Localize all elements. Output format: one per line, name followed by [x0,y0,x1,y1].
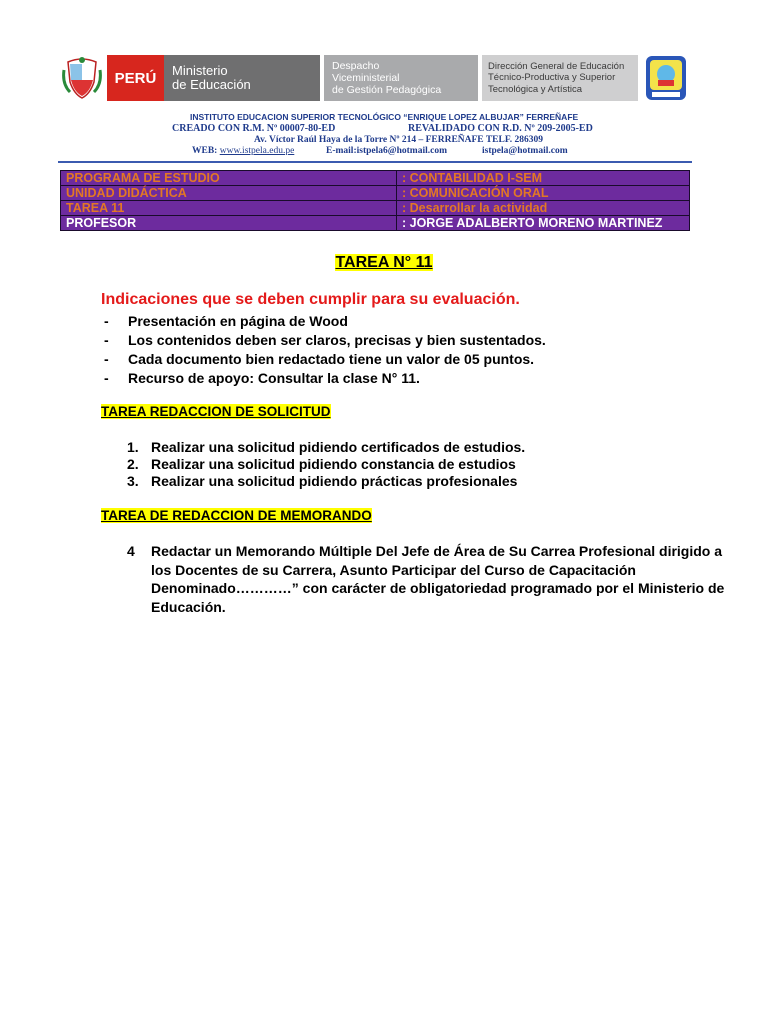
item-text: Redactar un Memorando Múltiple Del Jefe de Área de Su Carrea Profesional dirigido a los Docentes de su Carrera, Asunto Participar del Curso de Capacitación Denominado…………” con carácter de obligatoriedad programado por el Ministerio de Educación. [151,543,725,615]
list-item [127,456,516,472]
item-number: 1. [127,439,139,455]
despacho-line2: Viceministerial [332,72,400,84]
web-link[interactable]: www.istpela.edu.pe [219,146,295,156]
institute-logo [644,54,688,102]
bullet-text: Recurso de apoyo: Consultar la clase N° 11. [128,370,420,386]
peru-label: PERÚ [107,55,164,101]
item-number: 2. [127,456,139,472]
ministerio-line2: de Educación [172,77,251,92]
institute-address: Av. Víctor Raúl Haya de la Torre Nº 214 – FERREÑAFE TELF. 286309 [254,135,544,145]
despacho-line3: de Gestión Pedagógica [332,84,442,96]
direccion-line3: Tecnológica y Artística [488,83,582,95]
direccion-block [482,55,638,101]
course-info-table [60,170,690,231]
bullet-text: Los contenidos deben ser claros, precisas y bien sustentados. [128,332,546,348]
unidad-value: : COMUNICACIÓN ORAL [397,186,690,201]
programa-label: PROGRAMA DE ESTUDIO [61,171,397,186]
bullet-marker: - [104,351,109,367]
bullet-text: Cada documento bien redactado tiene un valor de 05 puntos. [128,351,535,367]
item-number: 3. [127,473,139,489]
solicitud-section-heading: TAREA REDACCION DE SOLICITUD [101,404,331,419]
header-divider [58,161,692,163]
indications-heading: Indicaciones que se deben cumplir para su evaluación. [101,291,520,308]
tarea-label: TAREA 11 [61,201,397,216]
item-text: Realizar una solicitud pidiendo constancia de estudios [151,456,516,472]
bullet-item [104,351,534,367]
memorando-section-heading: TAREA DE REDACCION DE MEMORANDO [101,508,372,523]
bullet-marker: - [104,313,109,329]
tarea-value: : Desarrollar la actividad [397,201,690,216]
direccion-line1: Dirección General de Educación [488,60,625,72]
item-text: Realizar una solicitud pidiendo prácticas profesionales [151,473,518,489]
info-row-unidad [61,186,690,201]
direccion-line2: Técnico-Productiva y Superior [488,72,616,84]
web-label: WEB: [192,146,220,156]
item-number: 4 [127,543,135,559]
bullet-marker: - [104,370,109,386]
memorando-item [127,542,727,616]
bullet-item [104,313,348,329]
item-text: Realizar una solicitud pidiendo certificados de estudios. [151,439,526,455]
ministerio-block [164,55,320,101]
despacho-line1: Despacho [332,60,380,72]
ministerio-line1: Ministerio [172,63,228,78]
bullet-marker: - [104,332,109,348]
list-item [127,439,525,455]
institute-name: INSTITUTO EDUCACION SUPERIOR TECNOLÓGICO “ENRIQUE LOPEZ ALBUJAR” FERREÑAFE [190,112,579,122]
info-row-programa [61,171,690,186]
bullet-item [104,332,546,348]
programa-value: : CONTABILIDAD I-SEM [397,171,690,186]
email-primary: E-mail:istpela6@hotmail.com [326,146,447,156]
info-row-profesor [61,216,690,231]
email-secondary: istpela@hotmail.com [482,146,568,156]
created-resolution: CREADO CON R.M. Nº 00007-80-ED [172,123,336,134]
list-item [127,473,517,489]
page-title [0,254,768,272]
web-line [192,146,294,156]
page-title-text: TAREA N° 11 [335,254,433,271]
revalidated-resolution: REVALIDADO CON R.D. Nº 209-2005-ED [408,123,593,134]
unidad-label: UNIDAD DIDÁCTICA [61,186,397,201]
bullet-item [104,370,420,386]
peru-coat-of-arms-logo [62,56,102,100]
profesor-value: : JORGE ADALBERTO MORENO MARTINEZ [397,216,690,231]
bullet-text: Presentación en página de Wood [128,313,348,329]
info-row-tarea [61,201,690,216]
profesor-label: PROFESOR [61,216,397,231]
despacho-block [324,55,478,101]
